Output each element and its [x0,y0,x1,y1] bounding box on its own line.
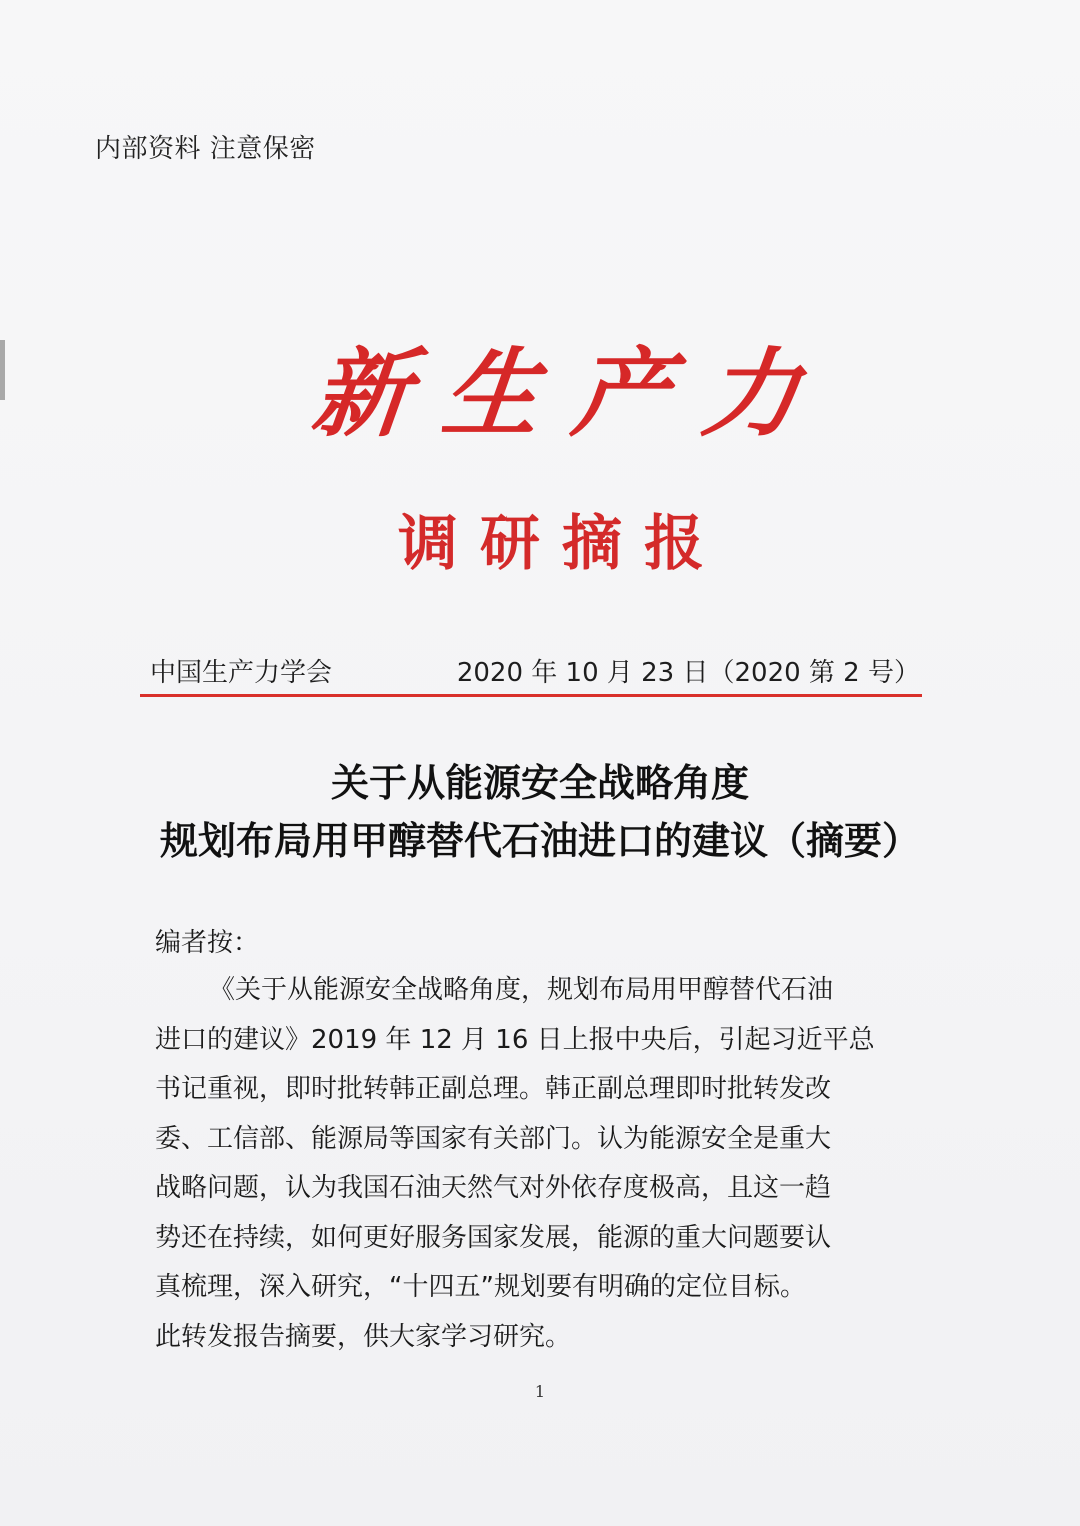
issuer-line [150,652,920,688]
document-title-line-1: 关于从能源安全战略角度 [330,760,749,805]
red-divider [140,694,922,697]
document-title-line-2: 规划布局用甲醇替代石油进口的建议（摘要） [159,818,920,863]
page-number: 1 [534,1382,546,1401]
body-line: 真梳理，深入研究，“十四五”规划要有明确的定位目标。 [155,1272,806,1302]
masthead-subtitle: 调研摘报 [398,509,726,579]
issuer-name: 中国生产力学会 [150,658,333,688]
editor-note-label: 编者按： [155,928,260,958]
body-line: 委、工信部、能源局等国家有关部门。认为能源安全是重大 [155,1123,832,1154]
body-paragraph [155,966,890,1362]
body-line: 《关于从能源安全战略角度，规划布局用甲醇替代石油 [209,975,834,1005]
body-line: 战略问题，认为我国石油天然气对外依存度极高，且这一趋 [155,1173,832,1203]
masthead-title: 新生产力 [307,337,840,450]
issue-date: 2020 年 10 月 23 日（2020 第 2 号） [456,658,920,688]
body-line: 书记重视，即时批转韩正副总理。韩正副总理即时批转发改 [155,1074,832,1104]
body-line: 势还在持续，如何更好服务国家发展，能源的重大问题要认 [155,1222,832,1253]
classification-label: 内部资料 注意保密 [95,134,316,164]
body-line: 进口的建议》2019 年 12 月 16 日上报中央后，引起习近平总 [155,1024,875,1055]
body-line: 此转发报告摘要，供大家学习研究。 [155,1321,572,1352]
